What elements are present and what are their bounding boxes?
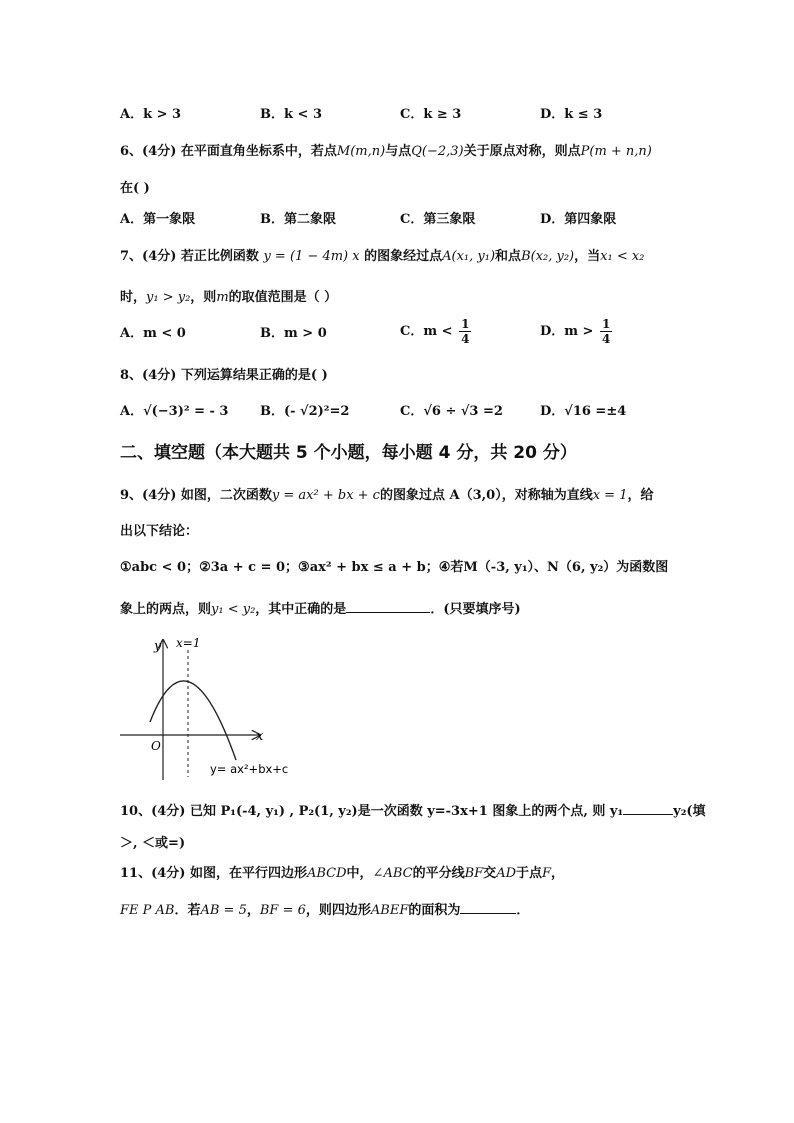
q9-answer-blank[interactable] (346, 612, 430, 613)
q10-line1a: 10、(4分) 已知 P₁(-4, y₁) , P₂(1, y₂)是一次函数 y=-3x+1 图象上的两个点, 则 y₁ (120, 804, 624, 819)
q7-option-d-text: D．m > (540, 324, 594, 339)
q11-bf: BF (464, 866, 484, 881)
q11-abcd: ABCD (306, 866, 347, 881)
q11-line1d: 交 (483, 866, 497, 881)
graph-curve-label: y= ax²+bx+c (210, 762, 289, 776)
q7-options (120, 317, 680, 346)
q11-angle: ∠ABC (372, 866, 413, 881)
q6-option-a: A．第一象限 (120, 212, 196, 227)
q6-point-p: P(m + n,n) (580, 144, 652, 159)
q9-conclusions: ①abc < 0；②3a + c = 0；③ax² + bx ≤ a + b；④若M（-3, y₁）、N（6, y₂）为函数图 (120, 560, 669, 575)
q7-line2a: 时， (120, 290, 147, 305)
q9-line1 (120, 484, 653, 503)
q11-line2d: ，则四边形 (305, 903, 371, 918)
q9-line4 (120, 598, 521, 617)
q7-point-b: B(x₂, y₂) (521, 249, 575, 264)
q11-fe-ab: FE P AB (120, 903, 175, 918)
q11-line2e: 的面积为 (408, 903, 461, 918)
q9-function: y = ax² + bx + c (271, 488, 380, 503)
q7-prefix: 7、(4分) 若正比例函数 (120, 249, 259, 264)
q6-point-m: M(m,n) (336, 144, 386, 159)
q11-line1e: 于点 (516, 866, 543, 881)
q7-option-b: B．m > 0 (260, 326, 327, 341)
q7-line2 (120, 286, 337, 305)
graph-x-label: x (256, 729, 264, 744)
q10-line1 (120, 800, 706, 819)
q6-option-d: D．第四象限 (540, 212, 617, 227)
q7-option-a: A．m < 0 (120, 326, 186, 341)
q11-line1b: 中， (346, 866, 373, 881)
q10-line1b: y₂(填 (673, 804, 706, 819)
q7-condition2: y₁ > y₂ (146, 290, 191, 305)
q7-mid3: ，当 (574, 249, 601, 264)
q7-mid1: 的图象经过点 (364, 249, 443, 264)
q7-line2b: ，则 (190, 290, 217, 305)
q8-option-b: B．(- √2)²=2 (260, 404, 350, 419)
q7-m-var: m (216, 290, 229, 305)
fraction-numerator: 1 (461, 317, 470, 331)
q9-condition: y₁ < y₂ (211, 602, 256, 617)
q6-options (120, 208, 680, 227)
q7-point-a: A(x₁, y₁) (442, 249, 496, 264)
graph-origin-label: O (151, 739, 161, 753)
q11-answer-blank[interactable] (460, 913, 516, 914)
q11-line1 (120, 862, 564, 881)
q7-condition: x₁ < x₂ (600, 249, 645, 264)
q5-option-a: A．k > 3 (120, 107, 182, 122)
q8-stem: 8、(4分) 下列运算结果正确的是( ) (120, 368, 328, 383)
q8-options (120, 400, 680, 419)
q11-f: F (542, 866, 552, 881)
q6-line2: 在( ) (120, 181, 150, 196)
fraction-denominator: 4 (461, 332, 470, 346)
q7-option-d (540, 317, 680, 346)
q6-prefix: 6、(4分) 在平面直角坐标系中，若点 (120, 144, 337, 159)
parabola-graph (118, 632, 298, 782)
q6-stem (120, 140, 652, 159)
q5-option-b: B．k < 3 (260, 107, 322, 122)
q6-point-q: Q(−2,3) (411, 144, 464, 159)
q9-line1a: 9、(4分) 如图，二次函数 (120, 488, 272, 503)
q8-option-d: D．√16 =±4 (540, 404, 627, 419)
q7-function: y = (1 − 4m) x (263, 249, 360, 264)
q6-suffix: 关于原点对称，则点 (463, 144, 581, 159)
q6-option-c: C．第三象限 (400, 212, 476, 227)
q9-line1b: 的图象过点 A（3,0），对称轴为直线 (379, 488, 593, 503)
q11-line2 (120, 899, 529, 918)
q9-line4a: 象上的两点，则 (120, 602, 212, 617)
q11-line2b: ．若 (174, 903, 201, 918)
q11-line1a: 11、(4分) 如图，在平行四边形 (120, 866, 307, 881)
q9-line4b: ，其中正确的是 (255, 602, 347, 617)
q11-line2c: ， (246, 903, 260, 918)
q7-option-c-text: C．m < (400, 324, 453, 339)
q7-stem (120, 245, 644, 264)
q11-line2f: ． (516, 903, 530, 918)
graph-y-label: y (154, 639, 162, 654)
q9-line1c: ，给 (627, 488, 654, 503)
q7-line2c: 的取值范围是（ ） (228, 290, 338, 305)
q6-mid: 与点 (385, 144, 412, 159)
q9-line2: 出以下结论： (120, 524, 199, 539)
q11-line1f: ， (551, 866, 565, 881)
q5-option-d: D．k ≤ 3 (540, 107, 603, 122)
fraction-numerator: 1 (601, 317, 611, 331)
section-heading: 二、填空题（本大题共 5 个小题，每小题 4 分，共 20 分） (120, 443, 577, 463)
q9-axis: x = 1 (592, 488, 628, 503)
q10-line2: ＞, ＜或=) (120, 836, 186, 851)
q7-mid2: 和点 (495, 249, 522, 264)
q11-ab-value: AB = 5 (200, 903, 247, 918)
q8-option-a: A．√(−3)² = - 3 (120, 404, 229, 419)
q11-line1c: 的平分线 (412, 866, 465, 881)
q11-abef: ABEF (370, 903, 409, 918)
q7-option-d-fraction (600, 317, 612, 346)
q6-option-b: B．第二象限 (260, 212, 336, 227)
q7-option-c (400, 317, 540, 346)
q7-option-c-fraction (459, 317, 471, 346)
q8-option-c: C．√6 ÷ √3 =2 (400, 404, 503, 419)
q5-option-c: C．k ≥ 3 (400, 107, 462, 122)
q11-ad: AD (496, 866, 516, 881)
q9-line4c: ．(只要填序号) (430, 602, 521, 617)
fraction-denominator: 4 (601, 332, 611, 346)
q11-bf-value: BF = 6 (259, 903, 306, 918)
q5-options (120, 103, 680, 122)
q10-answer-blank[interactable] (623, 814, 673, 815)
graph-axis-label: x=1 (176, 636, 201, 650)
